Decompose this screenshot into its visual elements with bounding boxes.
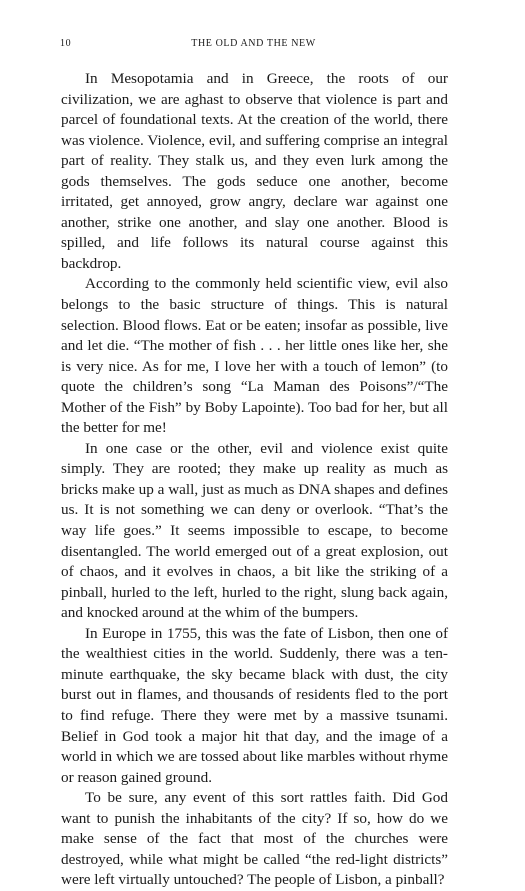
paragraph: To be sure, any event of this sort rattles faith. Did God want to punish the inhabitants of the city? If so, how do we make sense of the fact that most of the churches were destroyed, while what might be called “the red-light districts” were left virtually untouched? The people of Lisbon, a pinball? — [61, 789, 448, 889]
paragraph: According to the commonly held scientific view, evil also belongs to the basic structure of things. This is natural selection. Blood flows. Eat or be eaten; insofar as possible, live and let die. “The mother of fish . . . her little ones like her, she is very nice. As for me, I love her with a touch of lemon” (to quote the children’s song “La Maman des Poisons”/“The Mother of the Fish” by Boby Lapointe). Too bad for her, but all the better for me! — [61, 275, 448, 437]
page-number: 10 — [60, 38, 72, 49]
paragraph: In one case or the other, evil and violence exist quite simply. They are rooted; they make up reality as much as bricks make up a wall, just as much as DNA shapes and defines us. It is not something we can deny or overlook. “That’s the way life goes.” It seems impossible to escape, to become disentangled. The world emerged out of a great explosion, out of chaos, and it evolves in chaos, a bit like the striking of a pinball, hurled to the left, hurled to the right, slung back again, and knocked around at the whim of the bumpers. — [61, 439, 448, 622]
paragraph: In Mesopotamia and in Greece, the roots of our civilization, we are aghast to observe that violence is part and parcel of foundational texts. At the creation of the world, there was violence. Violence, evil, and suffering comprise an integral part of reality. They stalk us, and they even lurk among the gods themselves. The gods seduce one another, become irritated, get annoyed, grow angry, declare war against one another, strike one another, and slay one another. Blood is spilled, and life follows its natural course against this backdrop. — [61, 70, 448, 272]
running-header — [60, 38, 447, 52]
paragraph: In Europe in 1755, this was the fate of Lisbon, then one of the wealthiest cities in the world. Suddenly, there was a ten-minute earthquake, the sky became black with dust, the city burst out in flames, and thousands of residents fled to the port to find refuge. There they were met by a massive tsunami. Belief in God took a major hit that day, and the image of a world in which we are tossed about like marbles without rhyme or reason gained ground. — [61, 624, 448, 786]
running-title: THE OLD AND THE NEW — [191, 38, 316, 49]
body-text — [61, 69, 448, 891]
